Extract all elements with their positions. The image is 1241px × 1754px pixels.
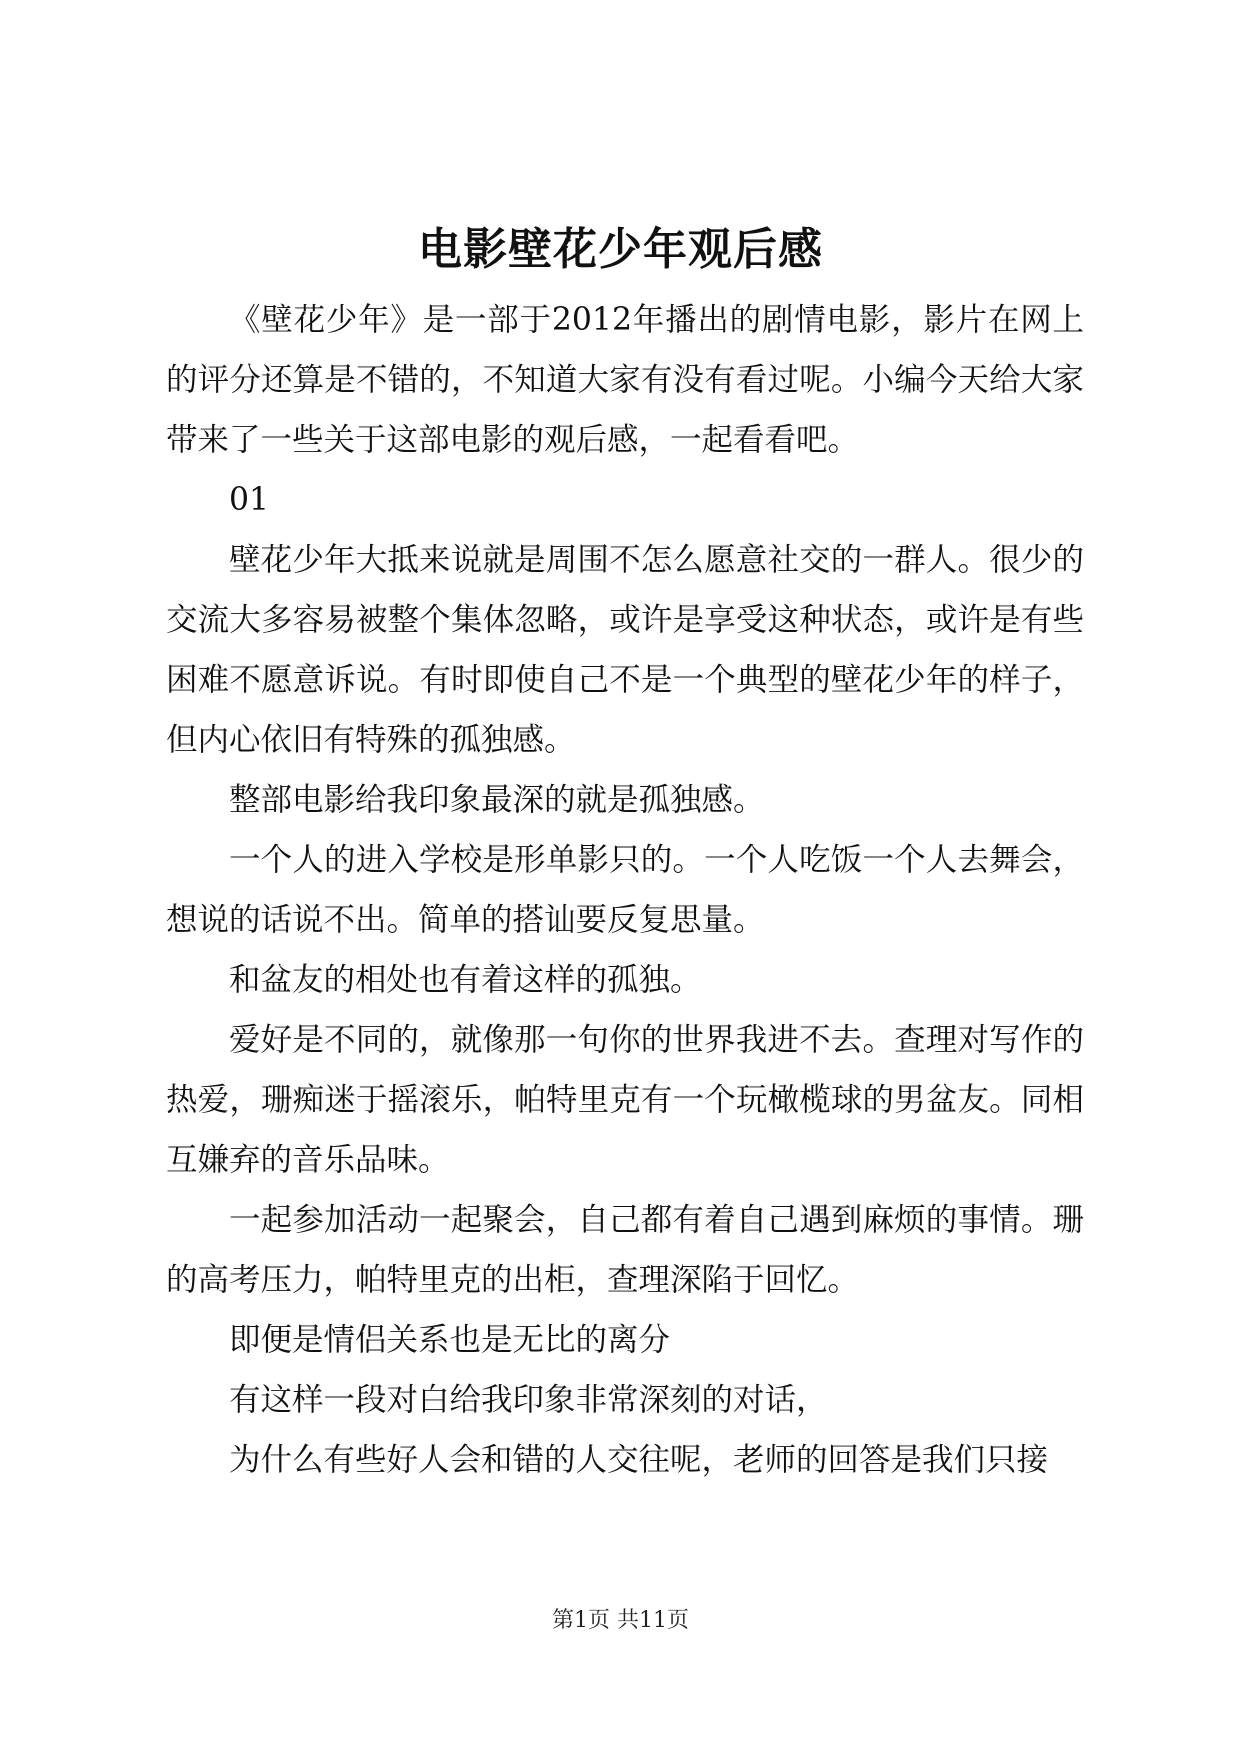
paragraph: 为什么有些好人会和错的人交往呢，老师的回答是我们只接 bbox=[229, 1442, 1049, 1478]
paragraph: 有这样一段对白给我印象非常深刻的对话， bbox=[229, 1382, 828, 1418]
paragraph: 和盆友的相处也有着这样的孤独。 bbox=[229, 962, 702, 998]
document-body bbox=[166, 290, 1084, 1490]
paragraph: 《壁花少年》是一部于2012年播出的剧情电影，影片在网上的评分还算是不错的，不知道大家有没有看过呢。小编今天给大家带来了一些关于这部电影的观后感，一起看看吧。 bbox=[166, 302, 1084, 458]
paragraph: 一起参加活动一起聚会，自己都有着自己遇到麻烦的事情。珊的高考压力，帕特里克的出柜，查理深陷于回忆。 bbox=[166, 1202, 1084, 1298]
paragraph: 一个人的进入学校是形单影只的。一个人吃饭一个人去舞会，想说的话说不出。简单的搭讪要反复思量。 bbox=[166, 842, 1084, 938]
document-title: 电影壁花少年观后感 bbox=[418, 224, 823, 275]
paragraph: 01 bbox=[229, 482, 270, 518]
page-footer: 第1页 共11页 bbox=[552, 1608, 689, 1633]
paragraph: 爱好是不同的，就像那一句你的世界我进不去。查理对写作的热爱，珊痴迷于摇滚乐，帕特里克有一个玩橄榄球的男盆友。同相互嫌弃的音乐品味。 bbox=[166, 1022, 1084, 1178]
paragraph: 即便是情侣关系也是无比的离分 bbox=[229, 1322, 671, 1358]
paragraph: 整部电影给我印象最深的就是孤独感。 bbox=[229, 782, 765, 818]
paragraph: 壁花少年大抵来说就是周围不怎么愿意社交的一群人。很少的交流大多容易被整个集体忽略，或许是享受这种状态，或许是有些困难不愿意诉说。有时即使自己不是一个典型的壁花少年的样子，但内心依旧有特殊的孤独感。 bbox=[166, 542, 1084, 758]
